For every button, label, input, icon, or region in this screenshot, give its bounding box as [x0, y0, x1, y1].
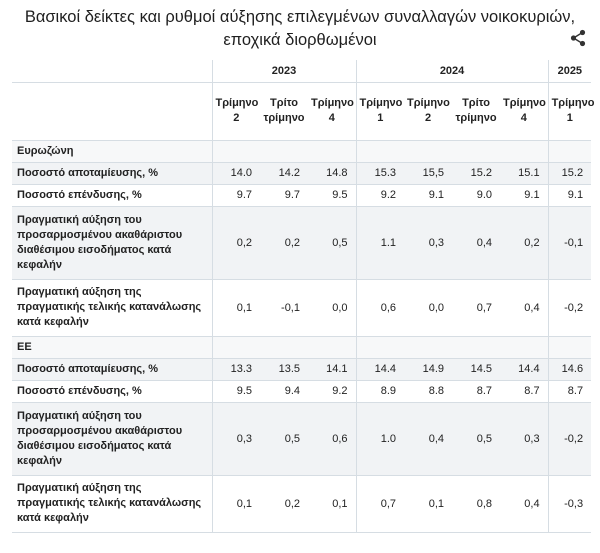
value-cell: 0,7 [356, 475, 404, 532]
quarter-header: Τρίμηνο 4 [308, 82, 356, 140]
value-cell: 0,3 [404, 206, 452, 279]
table-row [12, 162, 591, 184]
value-cell: 0,0 [308, 279, 356, 336]
quarter-header: Τρίτο τρίμηνο [260, 82, 308, 140]
row-label: Πραγματική αύξηση της πραγματικής τελικής κατανάλωσης κατά κεφαλήν [12, 475, 212, 532]
section-label: ΕΕ [12, 336, 212, 358]
section-empty-cell [260, 336, 308, 358]
value-cell: 14.5 [452, 358, 500, 380]
corner-cell [12, 60, 212, 82]
value-cell: 15.1 [500, 162, 548, 184]
quarter-header: Τρίμηνο 2 [212, 82, 260, 140]
value-cell: 9.1 [500, 184, 548, 206]
table-row [12, 184, 591, 206]
value-cell: 8.7 [500, 380, 548, 402]
page-title: Βασικοί δείκτες και ρυθμοί αύξησης επιλεγμένων συναλλαγών νοικοκυριών, εποχικά διορθωμένοι [24, 8, 576, 49]
value-cell: 14.6 [548, 358, 591, 380]
value-cell: -0,1 [260, 279, 308, 336]
section-row [12, 140, 591, 162]
table-row [12, 206, 591, 279]
section-empty-cell [404, 336, 452, 358]
value-cell: 9.2 [308, 380, 356, 402]
quarter-header-row [12, 82, 591, 140]
section-empty-cell [452, 336, 500, 358]
value-cell: 0,7 [452, 279, 500, 336]
value-cell: 0,0 [404, 279, 452, 336]
value-cell: 14.4 [500, 358, 548, 380]
year-header: 2025 [548, 60, 591, 82]
title-area [0, 0, 600, 58]
value-cell: 15.2 [452, 162, 500, 184]
value-cell: 8.8 [404, 380, 452, 402]
section-empty-cell [548, 336, 591, 358]
value-cell: 9.0 [452, 184, 500, 206]
value-cell: 8.7 [452, 380, 500, 402]
section-empty-cell [356, 140, 404, 162]
value-cell: 0,5 [260, 402, 308, 475]
value-cell: 8.7 [548, 380, 591, 402]
data-table [12, 60, 595, 533]
table-row [12, 402, 591, 475]
row-label: Ποσοστό αποταμίευσης, % [12, 358, 212, 380]
value-cell: 0,1 [308, 475, 356, 532]
value-cell: 0,3 [500, 402, 548, 475]
year-header-row [12, 60, 591, 82]
value-cell: -0,2 [548, 402, 591, 475]
value-cell: 13.3 [212, 358, 260, 380]
table-row [12, 475, 591, 532]
section-row [12, 336, 591, 358]
value-cell: 13.5 [260, 358, 308, 380]
value-cell: 15.3 [356, 162, 404, 184]
row-label: Πραγματική αύξηση της πραγματικής τελικής κατανάλωσης κατά κεφαλήν [12, 279, 212, 336]
value-cell: 0,4 [500, 475, 548, 532]
row-label: Ποσοστό επένδυσης, % [12, 380, 212, 402]
value-cell: 0,2 [260, 206, 308, 279]
value-cell: 9.5 [308, 184, 356, 206]
section-empty-cell [308, 140, 356, 162]
value-cell: 14.2 [260, 162, 308, 184]
value-cell: 9.7 [212, 184, 260, 206]
value-cell: 0,1 [404, 475, 452, 532]
value-cell: 0,6 [308, 402, 356, 475]
share-icon[interactable] [570, 29, 586, 47]
value-cell: 9.1 [404, 184, 452, 206]
section-empty-cell [212, 336, 260, 358]
section-empty-cell [500, 140, 548, 162]
value-cell: 15,5 [404, 162, 452, 184]
section-label: Ευρωζώνη [12, 140, 212, 162]
section-empty-cell [260, 140, 308, 162]
row-label: Ποσοστό αποταμίευσης, % [12, 162, 212, 184]
corner-cell [12, 82, 212, 140]
value-cell: -0,3 [548, 475, 591, 532]
row-label: Πραγματική αύξηση του προσαρμοσμένου ακαθάριστου διαθέσιμου εισοδήματος κατά κεφαλήν [12, 206, 212, 279]
quarter-header: Τρίμηνο 4 [500, 82, 548, 140]
value-cell: -0,2 [548, 279, 591, 336]
value-cell: 9.4 [260, 380, 308, 402]
value-cell: 0,4 [452, 206, 500, 279]
quarter-header: Τρίμηνο 2 [404, 82, 452, 140]
value-cell: 8.9 [356, 380, 404, 402]
section-empty-cell [212, 140, 260, 162]
row-label: Ποσοστό επένδυσης, % [12, 184, 212, 206]
value-cell: 14.8 [308, 162, 356, 184]
value-cell: 0,5 [452, 402, 500, 475]
value-cell: 9.1 [548, 184, 591, 206]
value-cell: 9.5 [212, 380, 260, 402]
quarter-header: Τρίμηνο 1 [356, 82, 404, 140]
section-empty-cell [500, 336, 548, 358]
value-cell: 9.2 [356, 184, 404, 206]
value-cell: 0,4 [404, 402, 452, 475]
value-cell: 0,2 [500, 206, 548, 279]
value-cell: 0,2 [260, 475, 308, 532]
value-cell: 0,5 [308, 206, 356, 279]
value-cell: 14.4 [356, 358, 404, 380]
section-empty-cell [548, 140, 591, 162]
section-empty-cell [404, 140, 452, 162]
value-cell: 14.1 [308, 358, 356, 380]
value-cell: 1.0 [356, 402, 404, 475]
value-cell: 0,8 [452, 475, 500, 532]
section-empty-cell [356, 336, 404, 358]
value-cell: 1.1 [356, 206, 404, 279]
value-cell: -0,1 [548, 206, 591, 279]
table-row [12, 380, 591, 402]
value-cell: 0,3 [212, 402, 260, 475]
table-row [12, 358, 591, 380]
year-header: 2024 [356, 60, 548, 82]
quarter-header: Τρίτο τρίμηνο [452, 82, 500, 140]
value-cell: 14.0 [212, 162, 260, 184]
value-cell: 15.2 [548, 162, 591, 184]
section-empty-cell [452, 140, 500, 162]
year-header: 2023 [212, 60, 356, 82]
value-cell: 0,1 [212, 475, 260, 532]
value-cell: 9.7 [260, 184, 308, 206]
table-row [12, 279, 591, 336]
quarter-header: Τρίμηνο 1 [548, 82, 591, 140]
value-cell: 0,2 [212, 206, 260, 279]
value-cell: 0,1 [212, 279, 260, 336]
section-empty-cell [308, 336, 356, 358]
row-label: Πραγματική αύξηση του προσαρμοσμένου ακαθάριστου διαθέσιμου εισοδήματος κατά κεφαλήν [12, 402, 212, 475]
value-cell: 14.9 [404, 358, 452, 380]
value-cell: 0,4 [500, 279, 548, 336]
value-cell: 0,6 [356, 279, 404, 336]
